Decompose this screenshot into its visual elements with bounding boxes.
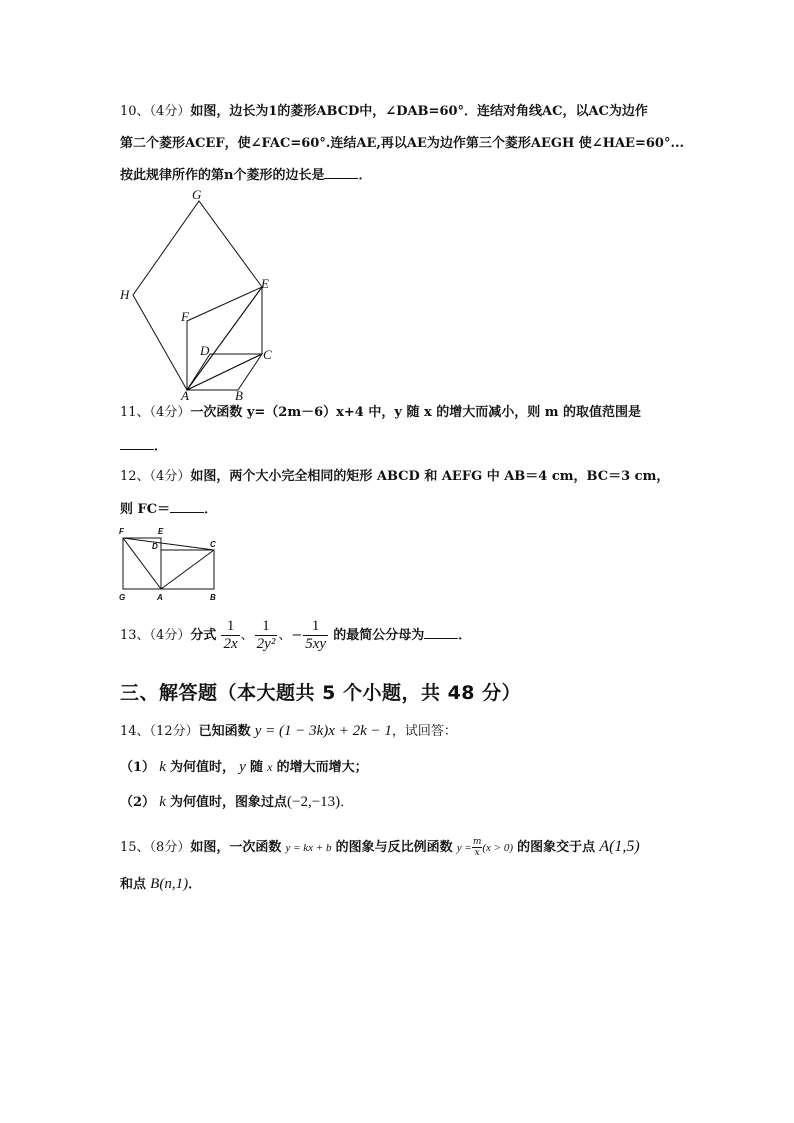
q13-line <box>120 617 471 655</box>
q14-score: （12分） <box>149 724 199 739</box>
q15-score: （8分） <box>149 840 191 855</box>
label-g: G <box>119 593 126 602</box>
q12-line2 <box>120 500 217 518</box>
label-h: H <box>120 287 130 302</box>
label-b: B <box>235 388 243 403</box>
q11-line1 <box>120 405 641 421</box>
q10-score: （4分） <box>149 104 191 119</box>
q13-score: （4分） <box>149 628 191 643</box>
fraction-2 <box>255 618 278 653</box>
q15-period: ． <box>188 877 202 892</box>
q14-part2 <box>120 794 353 811</box>
q14-line1 <box>120 723 457 740</box>
q15-linear-formula: y = kx + b <box>285 842 332 854</box>
q11-answer-blank <box>120 437 154 450</box>
fraction-2-denominator: 2y² <box>256 636 276 652</box>
q13-separator-2: 、− <box>278 628 303 643</box>
fraction-1-denominator: 2x <box>223 636 238 652</box>
q15-mid-text-2: 的图象交于点 <box>517 840 596 855</box>
q13-answer-blank <box>424 626 458 639</box>
q14-part2-text: 为何值时，图象过点 <box>170 795 288 810</box>
q13-separator-1: 、 <box>240 628 254 643</box>
label-f: F <box>119 527 124 536</box>
q10-period: ． <box>358 168 372 183</box>
q15-point-a: A(1,5) <box>599 838 640 855</box>
q12-text: 如图，两个大小完全相同的矩形 ABCD 和 AEFG 中 AB＝4 cm，BC＝3 cm， <box>190 469 670 484</box>
label-d: D <box>152 542 158 551</box>
q14-part1-label: （1） <box>120 760 156 775</box>
q14-part1-var-x: x <box>267 760 273 774</box>
q14-lead: 已知函数 <box>198 724 251 739</box>
q11-text: 一次函数 y=（2m－6）x+4 中，y 随 x 的增大而减小，则 m 的取值范围是 <box>190 405 642 420</box>
q10-text-3: 按此规律所作的第n个菱形的边长是 <box>120 168 325 183</box>
label-a: A <box>181 388 189 403</box>
q14-part2-label: （2） <box>120 795 156 810</box>
q14-part1-text-c: 的增大而增大； <box>276 760 368 775</box>
q11-score: （4分） <box>149 405 191 420</box>
segment-ac <box>161 550 214 589</box>
label-d: D <box>200 343 210 358</box>
segment-fc <box>123 538 214 550</box>
q14-part2-var-k: k <box>159 794 166 810</box>
q14-part2-point: (−2,−13) <box>287 794 341 810</box>
q11-line2 <box>120 437 167 455</box>
q13-prefix: 分式 <box>190 628 217 643</box>
q12-period: ． <box>204 502 218 517</box>
label-a: A <box>157 593 163 602</box>
q10-text-1: 如图，边长为1的菱形ABCD中，∠DAB=60°．连结对角线AC，以AC为边作 <box>190 104 648 119</box>
label-e: E <box>158 527 164 536</box>
q13-suffix: 的最简公分母为 <box>333 628 425 643</box>
q15-line1 <box>120 834 640 861</box>
q10-line2: 第二个菱形ACEF，使∠FAC=60°.连结AE,再以AE为边作第三个菱形AEGH 使∠HAE=60°... <box>120 136 685 151</box>
label-c: C <box>210 540 216 549</box>
fraction-1 <box>221 618 239 653</box>
q14-part2-period: ． <box>340 795 354 810</box>
q15-inverse-y: y = <box>456 842 472 854</box>
q15-line2 <box>120 876 201 893</box>
q14-part1-text-b: 随 <box>249 760 263 775</box>
q13-number: 13、 <box>120 628 150 643</box>
diagonal-ae <box>187 287 262 390</box>
q15-point-b: B(n,1) <box>150 876 189 892</box>
q14-part1-var-y: y <box>239 759 246 775</box>
q14-number: 14、 <box>120 724 150 739</box>
q12-text-2: 则 FC＝ <box>120 502 171 517</box>
q14-part1-text-a: 为何值时， <box>170 760 236 775</box>
q15-inverse-fraction <box>472 837 483 858</box>
q10-number: 10、 <box>120 104 150 119</box>
q10-rhombus-figure <box>110 185 290 403</box>
fraction-2-numerator: 1 <box>255 618 278 636</box>
q15-mid-text: 的图象与反比例函数 <box>335 840 453 855</box>
q12-line1 <box>120 469 669 485</box>
q13-period: ． <box>458 628 472 643</box>
q12-rectangles-figure <box>115 525 225 605</box>
q11-number: 11、 <box>120 405 150 420</box>
q12-score: （4分） <box>149 469 191 484</box>
q14-part1 <box>120 759 368 776</box>
q15-text-2: 和点 <box>120 877 147 892</box>
q10-line3 <box>120 166 371 184</box>
q10-line1 <box>120 104 648 120</box>
q11-period: ． <box>154 439 168 454</box>
q15-inverse-numerator: m <box>472 837 482 847</box>
label-e: E <box>261 276 269 291</box>
fraction-1-numerator: 1 <box>221 618 239 636</box>
q14-formula: y = (1 − 3k)x + 2k − 1 <box>254 723 392 739</box>
label-b: B <box>210 593 216 602</box>
q14-tail: ，试回答： <box>391 724 457 739</box>
label-f: F <box>181 309 189 324</box>
label-c: C <box>263 347 272 362</box>
q14-part1-var-k: k <box>159 759 166 775</box>
fraction-3-numerator: 1 <box>303 618 328 636</box>
q15-lead: 如图，一次函数 <box>190 840 282 855</box>
q12-number: 12、 <box>120 469 150 484</box>
section-title: 三、解答题（本大题共 5 个小题，共 48 分） <box>120 682 522 704</box>
q12-answer-blank <box>170 500 204 513</box>
label-g: G <box>192 187 202 202</box>
q15-number: 15、 <box>120 840 150 855</box>
fraction-3 <box>303 618 328 653</box>
q15-inverse-condition: (x > 0) <box>482 842 514 854</box>
fraction-3-denominator: 5xy <box>305 636 327 652</box>
q15-inverse-denominator: x <box>474 848 480 858</box>
q10-answer-blank <box>324 166 358 179</box>
